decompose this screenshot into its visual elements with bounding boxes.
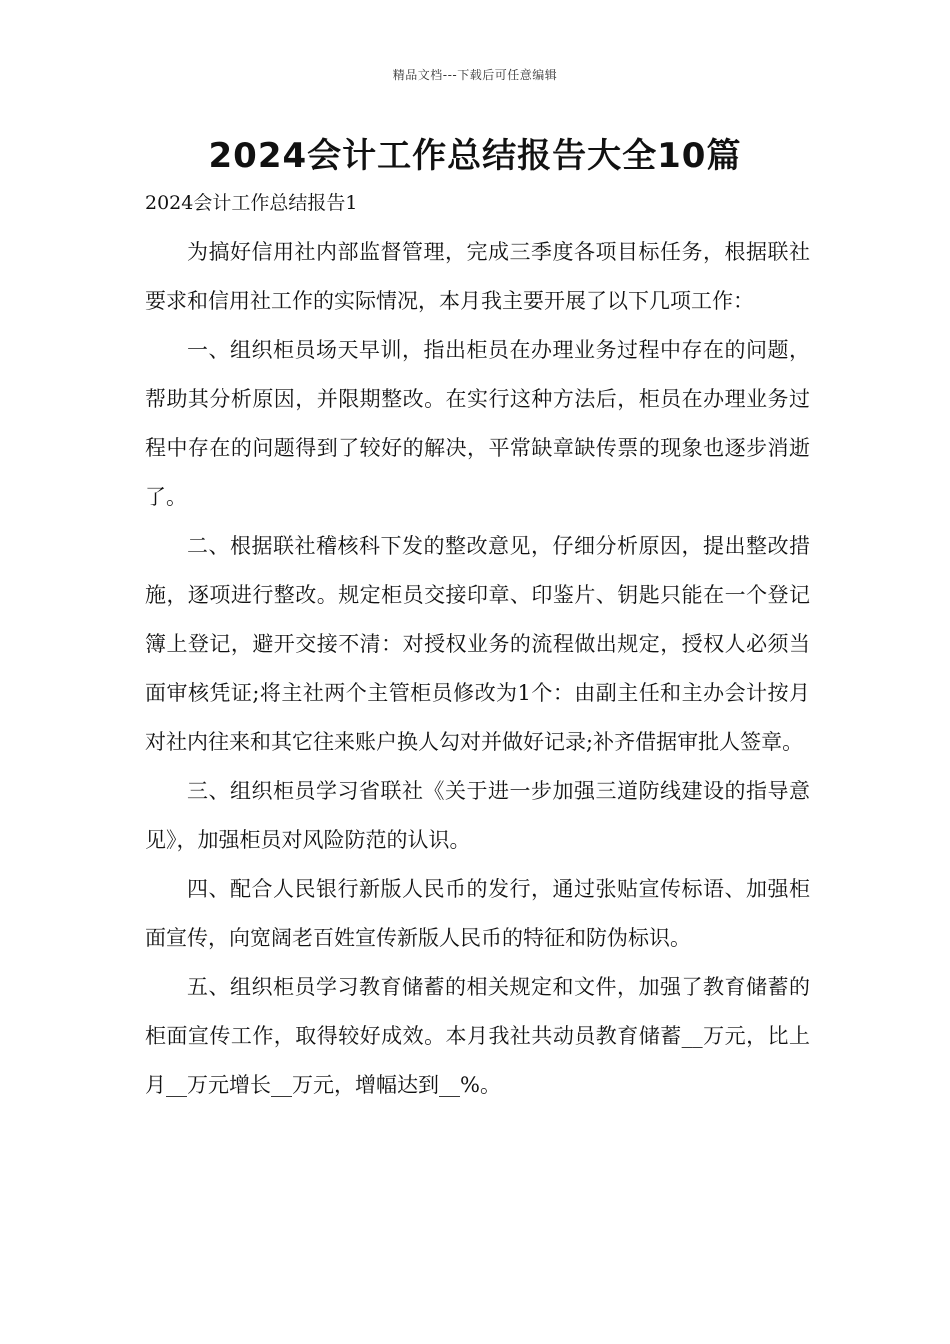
paragraph-intro: 为搞好信用社内部监督管理，完成三季度各项目标任务，根据联社要求和信用社工作的实际情况，本月我主要开展了以下几项工作： (145, 240, 810, 313)
paragraph-item-3: 三、组织柜员学习省联社《关于进一步加强三道防线建设的指导意见》，加强柜员对风险防范的认识。 (145, 779, 810, 852)
paragraph-item-4: 四、配合人民银行新版人民币的发行，通过张贴宣传标语、加强柜面宣传，向宽阔老百姓宣传新版人民币的特征和防伪标识。 (145, 877, 810, 950)
document-title: 2024会计工作总结报告大全10篇 (208, 136, 742, 176)
section-subtitle: 2024会计工作总结报告1 (145, 192, 358, 214)
paragraph-item-1: 一、组织柜员场天早训，指出柜员在办理业务过程中存在的问题，帮助其分析原因，并限期整改。在实行这种方法后，柜员在办理业务过程中存在的问题得到了较好的解决，平常缺章缺传票的现象也逐步消逝了。 (145, 338, 810, 509)
document-body (145, 228, 810, 1110)
paragraph-item-5: 五、组织柜员学习教育储蓄的相关规定和文件，加强了教育储蓄的柜面宣传工作，取得较好成效。本月我社共动员教育储蓄__万元，比上月__万元增长__万元，增幅达到__%。 (145, 975, 810, 1097)
paragraph-item-2: 二、根据联社稽核科下发的整改意见，仔细分析原因，提出整改措施，逐项进行整改。规定柜员交接印章、印鉴片、钥匙只能在一个登记簿上登记，避开交接不清：对授权业务的流程做出规定，授权人必须当面审核凭证;将主社两个主管柜员修改为1个：由副主任和主办会计按月对社内往来和其它往来账户换人勾对并做好记录;补齐借据审批人签章。 (145, 534, 810, 754)
page-header: 精品文档---下载后可任意编辑 (392, 68, 558, 82)
